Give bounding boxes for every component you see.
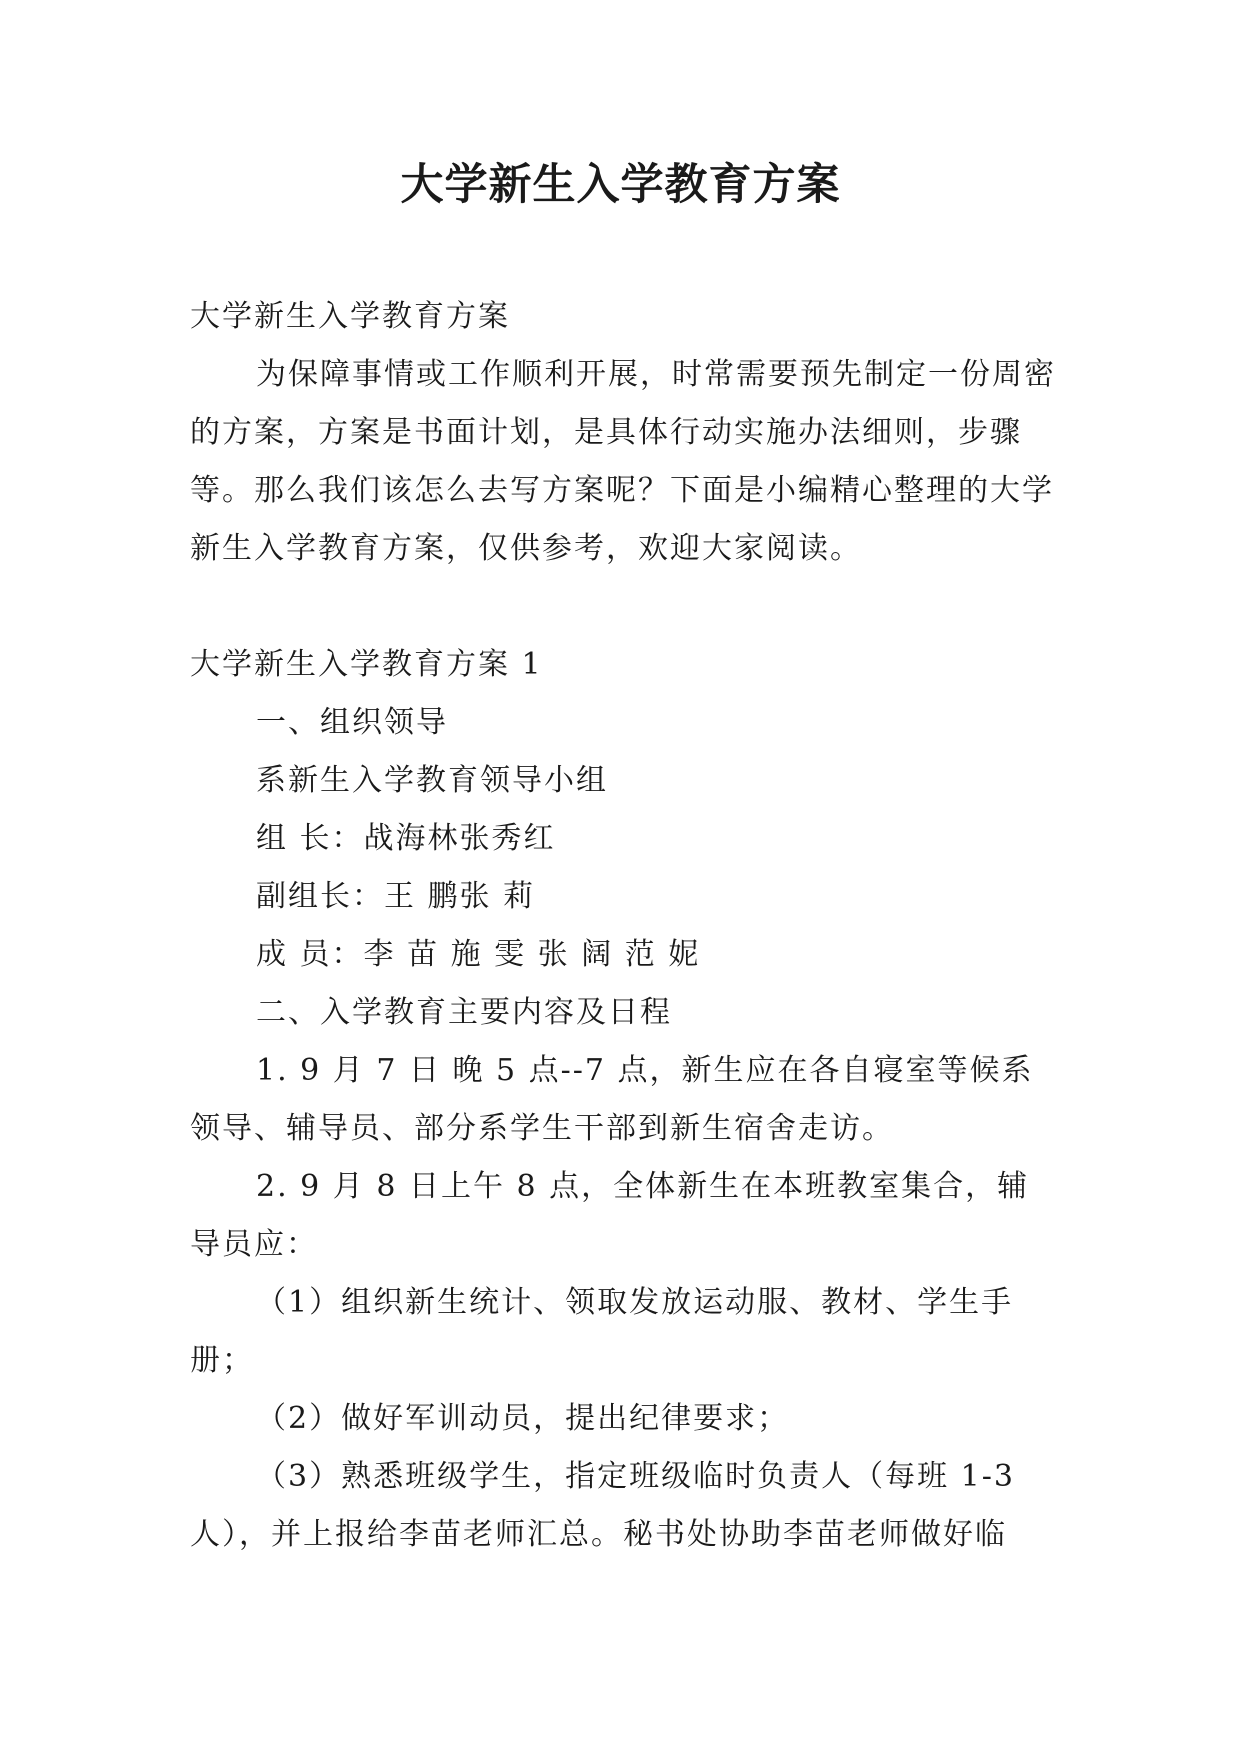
- group-leader: 组 长：战海林张秀红: [256, 821, 556, 856]
- heading-content-schedule: 二、入学教育主要内容及日程: [256, 995, 672, 1030]
- deputy-leader: 副组长：王 鹏张 莉: [256, 879, 536, 914]
- group-members: 成 员：李 苗 施 雯 张 阔 范 妮: [256, 937, 701, 972]
- sub-item-2: （2）做好军训动员，提出纪律要求；: [256, 1401, 790, 1436]
- page-title: 大学新生入学教育方案: [400, 160, 841, 210]
- heading-organization: 一、组织领导: [256, 705, 448, 740]
- sub-item-1: （1）组织新生统计、领取发放运动服、教材、学生手册；: [190, 1285, 1014, 1378]
- section-heading: 大学新生入学教育方案 1: [190, 647, 543, 682]
- leadership-group: 系新生入学教育领导小组: [256, 763, 608, 798]
- document-subtitle: 大学新生入学教育方案: [190, 299, 510, 334]
- schedule-item-1: 1. 9 月 7 日 晚 5 点--7 点，新生应在各自寝室等候系领导、辅导员、部分系学生干部到新生宿舍走访。: [190, 1053, 1034, 1146]
- document-body: [190, 288, 1060, 1564]
- sub-item-3: （3）熟悉班级学生，指定班级临时负责人（每班 1-3 人），并上报给李苗老师汇总。秘书处协助李苗老师做好临: [190, 1459, 1015, 1552]
- schedule-item-2: 2. 9 月 8 日上午 8 点，全体新生在本班教室集合，辅导员应：: [190, 1169, 1030, 1262]
- intro-paragraph: 为保障事情或工作顺利开展，时常需要预先制定一份周密的方案，方案是书面计划，是具体行动实施办法细则，步骤等。那么我们该怎么去写方案呢？下面是小编精心整理的大学新生入学教育方案，仅供参考，欢迎大家阅读。: [190, 357, 1056, 566]
